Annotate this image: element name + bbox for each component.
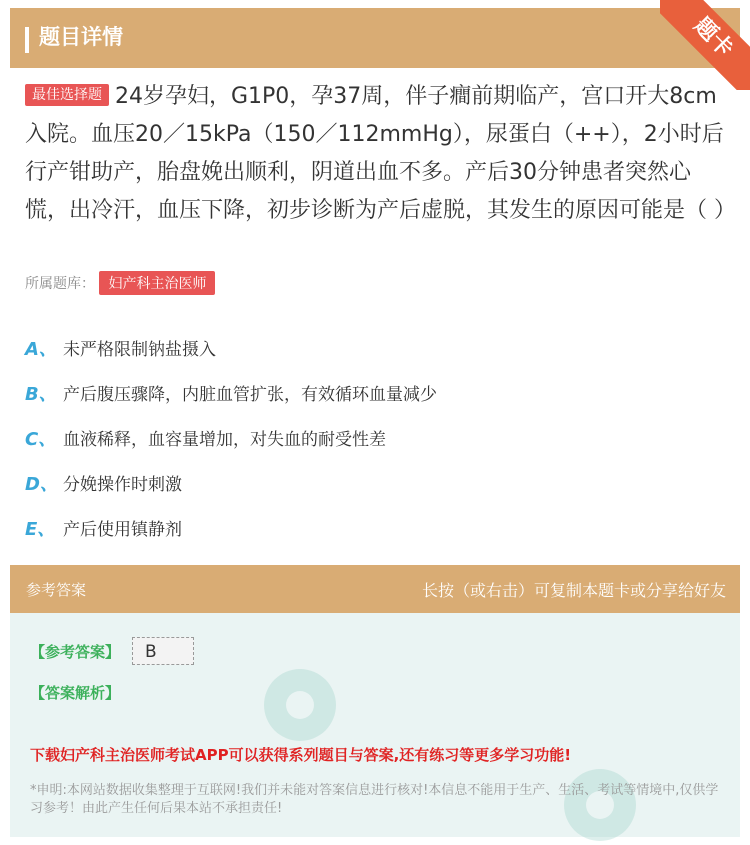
option-e[interactable] [25,505,725,550]
question-header [10,8,740,68]
question-text: 24岁孕妇，G1P0，孕37周，伴子癎前期临产，宫口开大8cm入院。血压20／15kPa（150／112mmHg），尿蛋白（++），2小时后行产钳助产，胎盘娩出顺利，阴道出血不多。产后30分钟患者突然心慌，出冷汗，血压下降，初步诊断为产后虚脱，其发生的原因可能是（ ） [25,84,736,223]
question-type-badge: 最佳选择题 [25,84,109,106]
option-letter: B、 [25,383,57,405]
question-body [25,78,736,230]
library-badge[interactable]: 妇产科主治医师 [99,271,215,295]
answer-header-title: 参考答案 [26,581,87,599]
share-hint: 长按（或右击）可复制本题卡或分享给好友 [421,581,726,600]
option-letter: E、 [25,518,56,540]
reference-answer-label: 【参考答案】 [30,643,121,661]
option-letter: C、 [25,428,57,450]
options-list [25,325,725,550]
watermark-logo-icon [260,665,340,745]
option-text: 产后使用镇静剂 [63,520,182,540]
option-b[interactable] [25,370,725,415]
source-label: 所属题库： [25,276,95,292]
page-title: 题目详情 [39,25,123,49]
option-letter: A、 [25,338,57,360]
corner-ribbon [660,0,750,90]
answer-header [10,565,740,613]
option-d[interactable] [25,460,725,505]
answer-panel [10,565,740,837]
header-accent-bar [25,27,29,53]
question-source [25,271,215,295]
option-text: 血液稀释，血容量增加，对失血的耐受性差 [63,430,386,450]
option-letter: D、 [25,473,58,495]
option-text: 分娩操作时刺激 [63,475,182,495]
disclaimer-text: *申明:本网站数据收集整理于互联网!我们并未能对答案信息进行核对!本信息不能用于生产、生活、考试等情境中,仅供学习参考！由此产生任何后果本站不承担责任! [30,783,719,816]
answer-analysis-label: 【答案解析】 [30,684,121,702]
corner-ribbon-label: 题卡 [660,0,750,90]
app-download-promo[interactable]: 下载妇产科主治医师考试APP可以获得系列题目与答案,还有练习等更多学习功能! [30,746,572,764]
option-c[interactable] [25,415,725,460]
option-a[interactable] [25,325,725,370]
reference-answer-value: B [132,637,194,665]
option-text: 未严格限制钠盐摄入 [63,340,216,360]
option-text: 产后腹压骤降，内脏血管扩张，有效循环血量减少 [63,385,437,405]
